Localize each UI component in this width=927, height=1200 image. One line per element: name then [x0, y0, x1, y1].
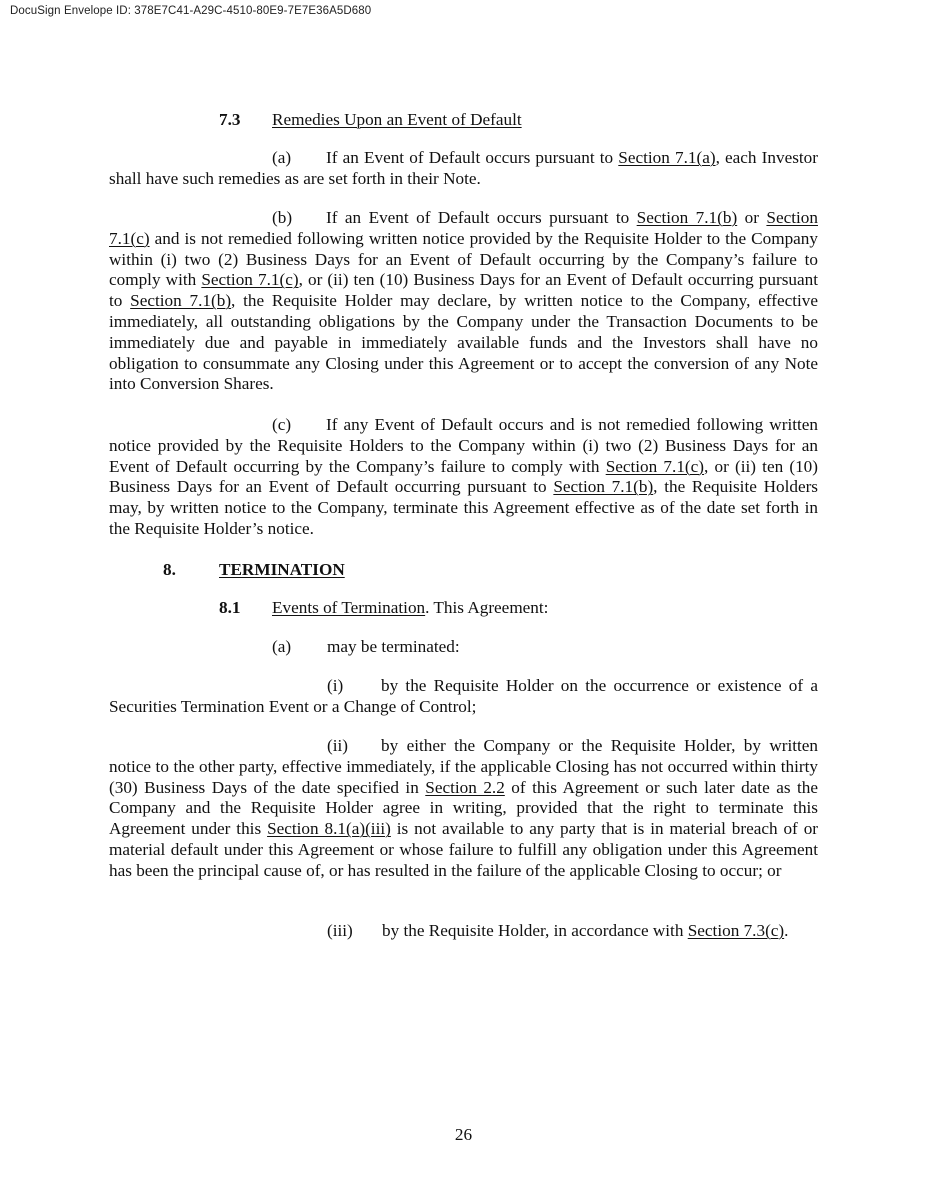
- section-number: 7.3: [219, 110, 241, 129]
- clause-label: (a): [272, 637, 292, 656]
- clause-text: may be terminated:: [327, 637, 460, 656]
- docusign-envelope-id: DocuSign Envelope ID: 378E7C41-A29C-4510-80E9-7E7E36A5D680: [10, 5, 372, 17]
- paragraph-8-1-a-i: [109, 676, 818, 718]
- section-ref: Section 7.1(b): [636, 208, 738, 227]
- section-ref: Section 7.3(c): [687, 921, 785, 940]
- paragraph-8-1-a-ii: [109, 736, 818, 882]
- paragraph-7-3-b: [109, 208, 818, 395]
- section-lead-text: . This Agreement:: [425, 598, 549, 617]
- section-ref: Section 7.1(c): [109, 208, 818, 248]
- paragraph-7-3-c: [109, 415, 818, 540]
- clause-label: (b): [272, 208, 293, 227]
- section-number: 8.: [163, 560, 176, 579]
- clause-text: is not available to any party that is in material breach of or material default under this Agreement or whose failure to fulfill any obligation under this Agreement has been the principal cause of, or has resulted in the failure of the applicable Closing to occur; or: [109, 819, 819, 880]
- clause-text: , the Requisite Holder may declare, by written notice to the Company, effective immediately, all outstanding obligations by the Company under the Transaction Documents to be immediately due and payable in immediately available funds and the Investors shall have no obligation to consummate any Closing under this Agreement or to accept the conversion of any Note into Conversion Shares.: [109, 291, 818, 394]
- page-number: 26: [454, 1125, 473, 1144]
- section-ref: Section 7.1(b): [130, 291, 232, 311]
- clause-text-line: [382, 921, 788, 942]
- clause-text: , the Requisite Holders may, by written notice to the Company, terminate this Agreement effective as of the date set forth in the Requisite Holder’s notice.: [109, 477, 818, 538]
- clause-text: .: [784, 921, 789, 940]
- clause-label: (a): [272, 148, 292, 167]
- clause-text: , or (ii) ten (10) Business Days for an Event of Default occurring pursuant to: [109, 456, 818, 497]
- clause-text: If any Event of Default occurs and is not remedied following written notice provided by the Requisite Holders to the Company within (i) two (2) Business Days for an Event of Default occurring by the Company’s failure to comply with: [109, 415, 818, 476]
- section-title: Events of Termination: [272, 598, 426, 617]
- clause-text: , or (ii) ten (10) Business Days for an Event of Default occurring pursuant to: [109, 270, 818, 311]
- clause-text: If an Event of Default occurs pursuant to: [326, 148, 619, 167]
- clause-label: (ii): [327, 736, 348, 755]
- section-heading-line: [272, 598, 548, 619]
- clause-text: by the Requisite Holder, in accordance with: [382, 921, 688, 940]
- clause-text: and is not remedied following written notice provided by the Requisite Holder to the Company within (i) two (2) Business Days for an Event of Default occurring by the Company’s failure to comply with: [109, 228, 818, 290]
- clause-label: (iii): [327, 921, 353, 940]
- section-ref: Section 7.1(c): [605, 456, 704, 476]
- clause-text: If an Event of Default occurs pursuant to: [326, 208, 637, 227]
- section-ref: Section 7.1(b): [553, 477, 654, 497]
- paragraph-7-3-a: [109, 148, 818, 190]
- section-title: Remedies Upon an Event of Default: [272, 110, 522, 129]
- clause-text: of this Agreement or such later date as the Company and the Requisite Holder agree in writing, provided that the right to terminate this Agreement under this: [109, 777, 818, 839]
- section-ref: Section 2.2: [425, 777, 505, 797]
- section-ref: Section 7.1(c): [201, 270, 299, 290]
- clause-label: (c): [272, 415, 292, 434]
- clause-label: (i): [327, 676, 344, 695]
- clause-text: , each Investor shall have such remedies as are set forth in their Note.: [109, 148, 818, 188]
- clause-text: or: [737, 208, 767, 227]
- section-title: TERMINATION: [219, 560, 345, 579]
- section-number: 8.1: [219, 598, 241, 617]
- clause-text: by either the Company or the Requisite Holder, by written notice to the other party, effective immediately, if the applicable Closing has not occurred within thirty (30) Business Days of the date specified in: [109, 736, 818, 797]
- clause-text: by the Requisite Holder on the occurrence or existence of a Securities Termination Event or a Change of Control;: [109, 676, 818, 716]
- section-ref: Section 7.1(a): [618, 148, 716, 167]
- section-ref: Section 8.1(a)(iii): [267, 819, 391, 839]
